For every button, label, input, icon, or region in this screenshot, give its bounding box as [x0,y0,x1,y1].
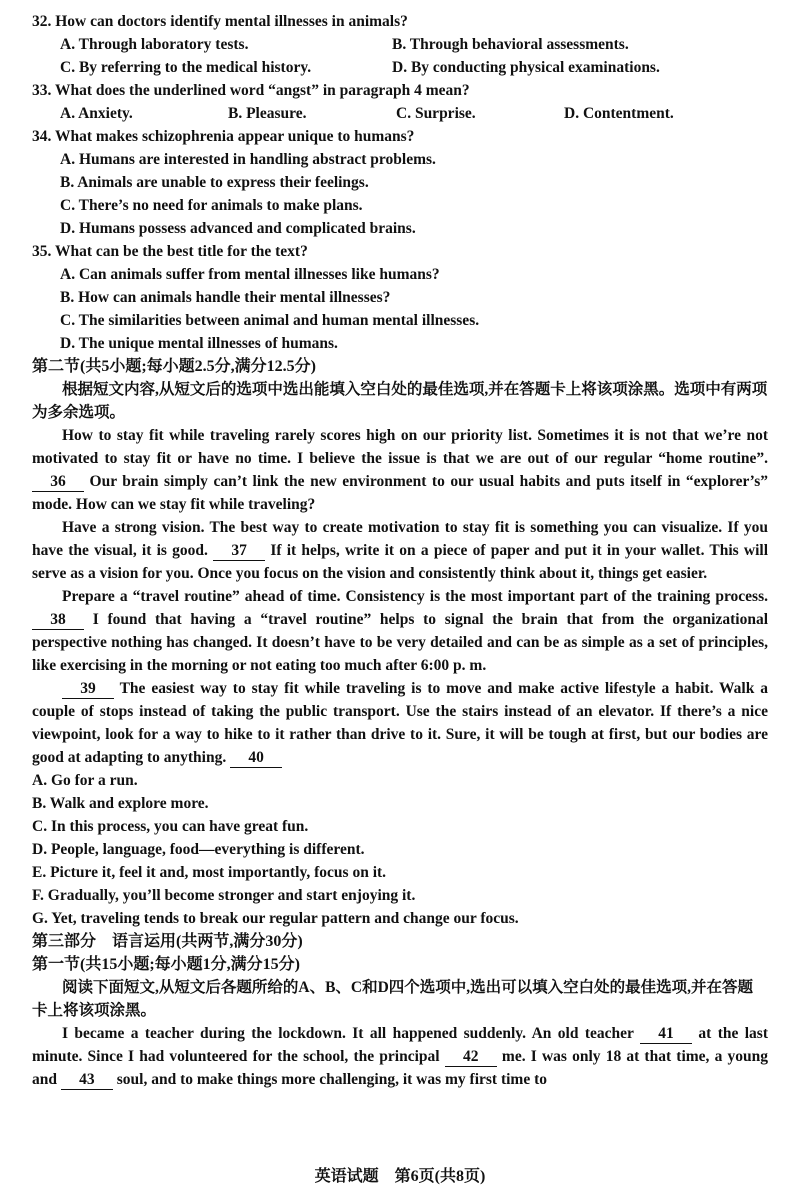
choice-f: F. Gradually, you’ll become stronger and start enjoying it. [32,887,416,904]
blank-42: 42 [445,1048,497,1067]
section-2-instruction: 根据短文内容,从短文后的选项中选出能填入空白处的最佳选项,并在答题卡上将该项涂黑。选项中有两项为多余选项。 [32,381,768,421]
question-stem [32,10,768,33]
passage-paragraph-3 [32,585,768,677]
paragraph-text: If it helps, write it on a piece of paper and put it in your wallet. This will serve as a vision for you. Once you focus on the vision and consistently think about it, things get easier. [32,542,768,582]
option-a: A. Anxiety. [60,105,133,122]
question-text: What does the underlined word “angst” in paragraph 4 mean? [54,82,470,99]
paragraph-text: soul, and to make things more challenging, it was my first time to [112,1071,548,1088]
option-c: C. There’s no need for animals to make plans. [60,197,363,214]
section-2-heading: 第二节(共5小题;每小题2.5分,满分12.5分) [32,358,316,375]
choice-b: B. Walk and explore more. [32,795,209,812]
part-3-section-1-heading: 第一节(共15小题;每小题1分,满分15分) [32,956,300,973]
question-number: 33. [32,82,52,99]
option-c: C. Surprise. [396,105,476,122]
passage-paragraph-1 [32,424,768,516]
options-row [32,102,768,125]
option-b: B. Animals are unable to express their feelings. [60,174,369,191]
blank-39: 39 [62,680,114,699]
paragraph-text: The easiest way to stay fit while traveling is to move and make active lifestyle a habit. Walk a couple of stops instead of taking the public transport. Use the stairs instead of an elevator. If there’s a nice viewpoint, look for a way to hike to it rather than drive to it. Sure, it will be tough at first, but our bodies are good at adapting to anything. [32,680,768,766]
option-a: A. Humans are interested in handling abstract problems. [60,151,436,168]
choice-list [32,769,768,930]
blank-38: 38 [32,611,84,630]
option-b: B. How can animals handle their mental illnesses? [60,289,391,306]
part-3-instruction: 阅读下面短文,从短文后各题所给的A、B、C和D四个选项中,选出可以填入空白处的最佳选项,并在答题卡上将该项涂黑。 [32,979,754,1019]
option-d: D. By conducting physical examinations. [392,59,660,76]
choice-g: G. Yet, traveling tends to break our regular pattern and change our focus. [32,910,519,927]
paragraph-text: How to stay fit while traveling rarely scores high on our priority list. Sometimes it is not that we’re not motivated to stay fit or have no time. I believe the issue is that we are out of our regular “home routine”. [32,427,768,467]
paragraph-text: at the last minute. Since I had volunteered for the school, the principal [32,1025,768,1065]
choice-a: A. Go for a run. [32,772,138,789]
paragraph-text: me. I was only 18 at that time, a young and [32,1048,768,1088]
question-33 [32,79,768,125]
question-stem [32,240,768,263]
option-c: C. The similarities between animal and human mental illnesses. [60,312,480,329]
question-text: What can be the best title for the text? [54,243,308,260]
blank-36: 36 [32,473,84,492]
paragraph-text: I became a teacher during the lockdown. It all happened suddenly. An old teacher [62,1025,641,1042]
options-row [32,56,768,79]
paragraph-text: Our brain simply can’t link the new environment to our usual habits and puts itself in “explorer’s” mode. How can we stay fit while traveling? [32,473,768,513]
question-35 [32,240,768,355]
question-number: 35. [32,243,52,260]
question-text: What makes schizophrenia appear unique to humans? [54,128,415,145]
page-footer: 英语试题 第6页(共8页) [314,1168,486,1185]
option-d: D. Humans possess advanced and complicated brains. [60,220,416,237]
question-34 [32,125,768,240]
option-a: A. Through laboratory tests. [60,36,249,53]
paragraph-text: Have a strong vision. The best way to create motivation to stay fit is something you can visualize. If you have the visual, it is good. [32,519,768,559]
options-row [32,33,768,56]
choice-d: D. People, language, food—everything is different. [32,841,365,858]
blank-40: 40 [230,749,282,768]
option-c: C. By referring to the medical history. [60,59,312,76]
option-b: B. Through behavioral assessments. [392,36,629,53]
option-d: D. Contentment. [564,105,674,122]
option-d: D. The unique mental illnesses of humans. [60,335,338,352]
blank-41: 41 [640,1025,692,1044]
question-number: 34. [32,128,52,145]
passage-paragraph-2 [32,516,768,585]
paragraph-text: I found that having a “travel routine” helps to signal the brain that from the organizational perspective nothing has changed. It doesn’t have to be very detailed and can be as simple as a set of principles, like exercising in the morning or not eating too much after 6:00 p. m. [32,611,768,674]
question-number: 32. [32,13,52,30]
blank-43: 43 [61,1071,113,1090]
paragraph-text: Prepare a “travel routine” ahead of time. Consistency is the most important part of the training process. [62,588,768,605]
question-stem [32,125,768,148]
part-3-heading: 第三部分 语言运用(共两节,满分30分) [32,933,303,950]
blank-37: 37 [213,542,265,561]
choice-c: C. In this process, you can have great fun. [32,818,309,835]
option-a: A. Can animals suffer from mental illnesses like humans? [60,266,440,283]
question-text: How can doctors identify mental illnesses in animals? [55,13,408,30]
option-b: B. Pleasure. [228,105,307,122]
passage-paragraph-4 [32,677,768,769]
question-32 [32,10,768,79]
question-stem [32,79,768,102]
cloze-paragraph-1 [32,1022,768,1091]
choice-e: E. Picture it, feel it and, most importantly, focus on it. [32,864,387,881]
